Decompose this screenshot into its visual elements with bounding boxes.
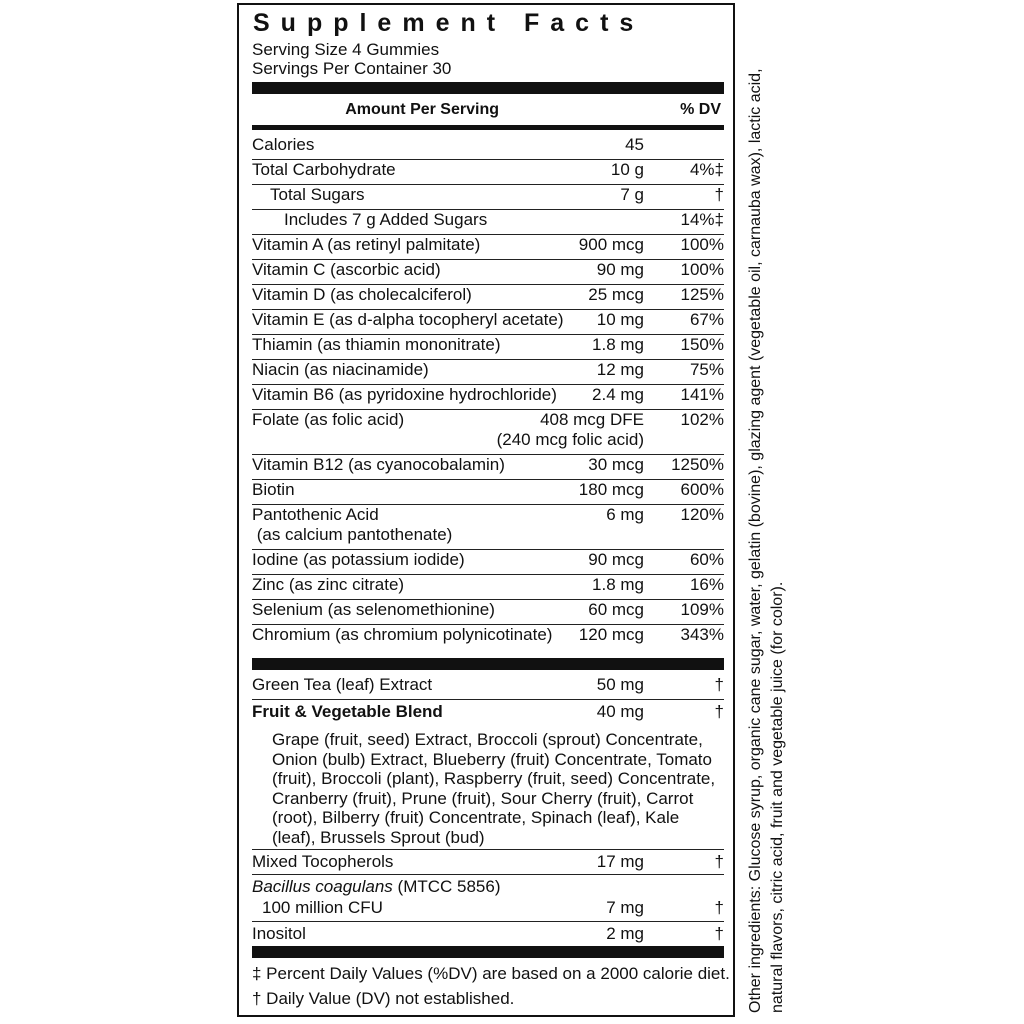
nutrient-dv: 150% (680, 335, 724, 354)
nutrient-name: Thiamin (as thiamin mononitrate) (252, 335, 501, 354)
nutrient-name: Niacin (as niacinamide) (252, 360, 429, 379)
header-divider (252, 125, 724, 130)
table-row (252, 135, 724, 160)
nutrient-dv: 100% (680, 260, 724, 279)
nutrient-amount: 10 g (610, 160, 644, 179)
nutrient-name: Vitamin B6 (as pyridoxine hydrochloride) (252, 385, 557, 404)
nutrient-amount: 408 mcg DFE (240 mcg folic acid) (496, 410, 644, 449)
item-dv: † (714, 898, 724, 917)
item-dv: † (714, 852, 724, 871)
nutrient-name: Vitamin E (as d-alpha tocopheryl acetate) (252, 310, 564, 329)
table-row (252, 235, 724, 260)
table-row (252, 550, 724, 575)
table-row (252, 480, 724, 505)
table-row (252, 455, 724, 480)
nutrient-amount: 1.8 mg (592, 575, 644, 594)
supplement-facts-panel (237, 3, 735, 1017)
item-name-rest: (MTCC 5856) (392, 877, 501, 896)
table-row (252, 335, 724, 360)
footnote-percent-dv: ‡ Percent Daily Values (%DV) are based on a 2000 calorie diet. (252, 964, 730, 983)
table-row (252, 600, 724, 625)
nutrient-amount: 45 (625, 135, 644, 154)
nutrient-amount: 12 mg (596, 360, 644, 379)
nutrient-name: Iodine (as potassium iodide) (252, 550, 465, 569)
nutrient-dv: 600% (680, 480, 724, 499)
table-row (252, 160, 724, 185)
table-row (252, 505, 724, 550)
nutrient-name: Total Sugars (270, 185, 365, 204)
servings-per-container: Servings Per Container 30 (252, 59, 452, 78)
nutrient-dv: 14%‡ (680, 210, 724, 229)
item-name: Mixed Tocopherols (252, 852, 394, 871)
header-amount: Amount Per Serving (345, 101, 499, 118)
panel-title: Supplement Facts (253, 9, 645, 37)
table-row (252, 285, 724, 310)
item-dv: † (714, 702, 724, 721)
other-ingredients: Other ingredients: Glucose syrup, organic cane sugar, water, gelatin (bovine), glazing agent (vegetable oil, carnauba wax), lactic acid, natural flavors, citric acid, fruit and vegetable juice (for color). (747, 68, 786, 1013)
nutrient-name: Calories (252, 135, 315, 154)
nutrient-dv: 100% (680, 235, 724, 254)
nutrient-name: Includes 7 g Added Sugars (284, 210, 488, 229)
nutrient-dv: 102% (680, 410, 724, 429)
item-amount: 7 mg (606, 898, 644, 917)
footnote-dv-not-established: † Daily Value (DV) not established. (252, 989, 515, 1008)
table-row (252, 877, 724, 922)
item-amount: 17 mg (596, 852, 644, 871)
table-row (252, 310, 724, 335)
item-name (252, 877, 501, 897)
nutrient-name: Chromium (as chromium polynicotinate) (252, 625, 553, 644)
item-name: Green Tea (leaf) Extract (252, 675, 433, 694)
nutrient-amount: 90 mcg (588, 550, 644, 569)
nutrient-amount: 6 mg (606, 505, 644, 524)
table-row (252, 185, 724, 210)
thick-divider (252, 82, 724, 94)
nutrient-dv: 141% (680, 385, 724, 404)
table-row (252, 702, 724, 726)
item-dv: † (714, 675, 724, 694)
item-dv: † (714, 924, 724, 943)
nutrient-dv: 60% (689, 550, 724, 569)
nutrient-amount: 900 mcg (578, 235, 644, 254)
item-amount: 40 mg (596, 702, 644, 721)
nutrient-amount: 25 mcg (588, 285, 644, 304)
nutrient-amount: 7 g (620, 185, 644, 204)
nutrient-dv: 343% (680, 625, 724, 644)
table-row (252, 210, 724, 235)
item-name-italic: Bacillus coagulans (252, 877, 393, 896)
nutrient-amount: 10 mg (596, 310, 644, 329)
nutrient-name: Vitamin A (as retinyl palmitate) (252, 235, 481, 254)
nutrient-amount: 60 mcg (588, 600, 644, 619)
table-row (252, 675, 724, 700)
nutrient-dv: 109% (680, 600, 724, 619)
nutrient-name: Selenium (as selenomethionine) (252, 600, 495, 619)
thick-divider (252, 658, 724, 670)
nutrient-amount: 180 mcg (578, 480, 644, 499)
table-row (252, 575, 724, 600)
nutrient-dv: 1250% (671, 455, 724, 474)
item-amount: 2 mg (606, 924, 644, 943)
nutrient-amount: 2.4 mg (592, 385, 644, 404)
serving-size: Serving Size 4 Gummies (252, 40, 440, 59)
nutrient-amount: 1.8 mg (592, 335, 644, 354)
nutrient-name: Pantothenic Acid (as calcium pantothenate) (252, 505, 453, 544)
table-row (252, 852, 724, 875)
nutrient-name: Folate (as folic acid) (252, 410, 405, 429)
nutrient-name: Vitamin D (as cholecalciferol) (252, 285, 472, 304)
item-amount: 50 mg (596, 675, 644, 694)
nutrient-amount: 120 mcg (578, 625, 644, 644)
nutrient-amount: 90 mg (596, 260, 644, 279)
nutrient-name: Vitamin C (ascorbic acid) (252, 260, 441, 279)
nutrient-name: Biotin (252, 480, 295, 499)
item-name-line2: 100 million CFU (262, 898, 383, 917)
nutrient-dv: 75% (689, 360, 724, 379)
nutrient-name: Vitamin B12 (as cyanocobalamin) (252, 455, 505, 474)
table-row (252, 410, 724, 455)
item-name: Fruit & Vegetable Blend (252, 702, 443, 721)
table-row (252, 260, 724, 285)
header-dv: % DV (680, 101, 721, 118)
blend-ingredients: Grape (fruit, seed) Extract, Broccoli (sprout) Concentrate, Onion (bulb) Extract, Blueberry (fruit) Concentrate, Tomato (fruit), Broccoli (plant), Raspberry (fruit, seed) Concentrate, Cranberry (fruit), Prune (fruit), Sour Cherry (fruit), Carrot (root), Bilberry (fruit) Concentrate, Spinach (leaf), Kale (leaf), Brussels Sprout (bud) (272, 730, 716, 847)
table-row (252, 385, 724, 410)
nutrient-name: Total Carbohydrate (252, 160, 396, 179)
nutrient-dv: † (714, 185, 724, 204)
thick-divider (252, 946, 724, 958)
nutrient-dv: 4%‡ (689, 160, 724, 179)
table-row (252, 360, 724, 385)
item-name: Inositol (252, 924, 306, 943)
table-row (252, 924, 724, 946)
nutrient-amount: 30 mcg (588, 455, 644, 474)
nutrient-dv: 67% (689, 310, 724, 329)
nutrient-name: Zinc (as zinc citrate) (252, 575, 405, 594)
nutrient-dv: 120% (680, 505, 724, 524)
nutrient-dv: 125% (680, 285, 724, 304)
table-row (252, 625, 724, 649)
nutrient-dv: 16% (689, 575, 724, 594)
